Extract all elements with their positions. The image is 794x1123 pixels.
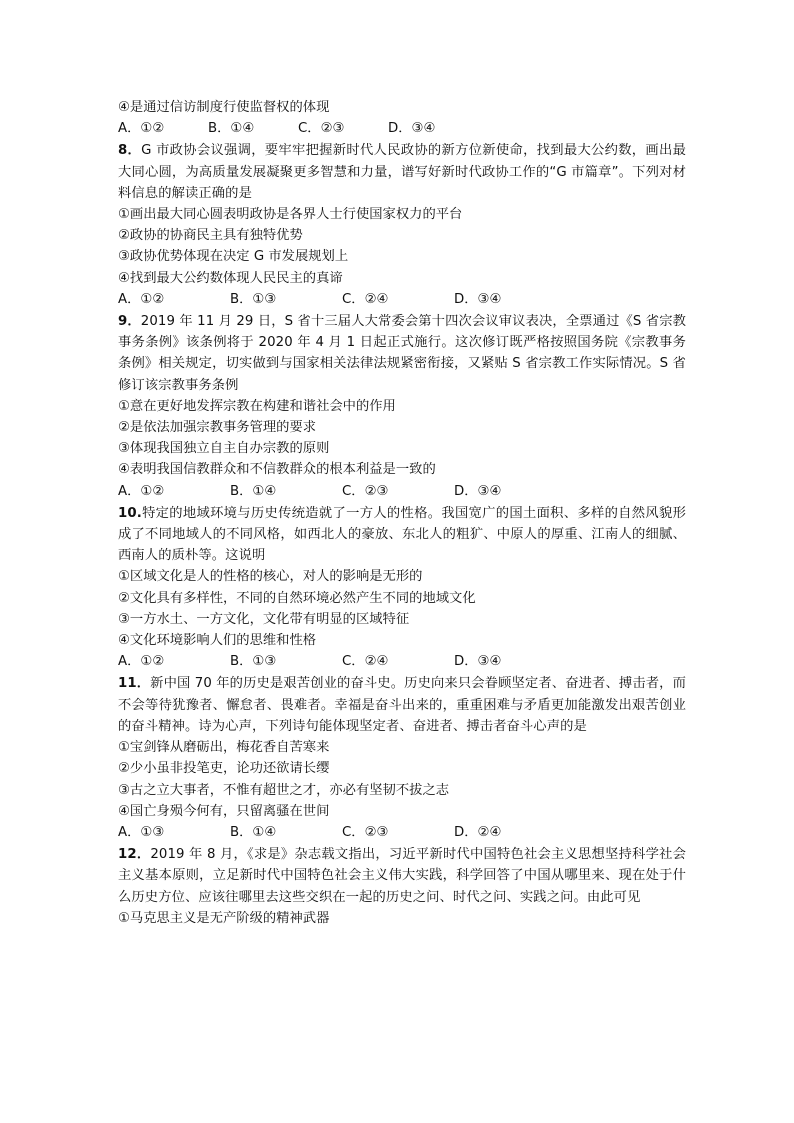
option-c: C．②④ [342,654,389,670]
choice-item: ①画出最大同心圆表明政协是各界人士行使国家权力的平台 [118,207,463,223]
option-a: A．①③ [118,824,165,840]
question-text: 2019 年 8 月，《求是》杂志载文指出，习近平新时代中国特色社会主义思想坚持科学社会主义基本原则，立足新时代中国特色社会主义伟大实践，科学回答了中国从哪里来、现在处于什么历史方位、应该往哪里去这些交织在一起的历史之问、时代之问、实践之问。由此可见 [118,847,686,905]
choice-item: ③一方水土、一方文化，文化带有明显的区域特征 [118,611,410,627]
choice-item: ①区域文化是人的性格的核心，对人的影响是无形的 [118,569,423,585]
question-text: 新中国 70 年的历史是艰苦创业的奋斗史。历史向来只会眷顾坚定者、奋进者、搏击者，而不会等待犹豫者、懈怠者、畏难者。幸福是奋斗出来的，重重困难与矛盾更加能激发出艰苦创业的奋斗精神。诗为心声，下列诗句能体现坚定者、奋进者、搏击者奋斗心声的是 [118,676,686,734]
question-stem [118,140,686,204]
question-8 [118,140,686,310]
choice-item: ③古之立大事者，不惟有超世之才，亦必有坚韧不拔之志 [118,782,450,798]
question-stem [118,673,686,737]
choice-item: ③政协优势体现在决定 G 市发展规划上 [118,249,349,265]
question-stem [118,844,686,908]
option-a: A．①② [118,483,165,499]
option-b: B．①③ [230,291,277,307]
option-a: A．①② [118,654,165,670]
lead-section [118,97,686,139]
question-number: 10. [118,505,142,521]
answer-options [118,651,686,672]
question-stem [118,311,686,396]
option-c: C．②④ [342,291,389,307]
option-d: D．②④ [454,824,502,840]
question-12 [118,844,686,929]
choice-item: ④表明我国信教群众和不信教群众的根本利益是一致的 [118,462,436,478]
choice-item: ④找到最大公约数体现人民民主的真谛 [118,270,343,286]
option-b: B．①④ [208,121,255,137]
question-number: 9． [118,314,141,330]
question-11 [118,673,686,843]
option-b: B．①④ [230,483,277,499]
question-number: 8． [118,143,142,159]
question-10 [118,503,686,673]
option-d: D．③④ [454,291,502,307]
choice-item: ①意在更好地发挥宗教在构建和谐社会中的作用 [118,398,396,414]
question-text: 2019 年 11 月 29 日，S 省十三届人大常委会第十四次会议审议表决，全票通过《S 省宗教事务条例》该条例将于 2020 年 4 月 1 日起正式施行。这次修订既严格按照国务院《宗教事务条例》相关规定，切实做到与国家相关法律法规紧密衔接，又紧贴 S 省宗教工作实际情况。S 省修订该宗教事务条例 [118,314,687,393]
answer-options [118,822,686,843]
choice-item: ④国亡身殒今何有，只留离骚在世间 [118,803,330,819]
option-a: A．①② [118,121,165,137]
choice-item: ②文化具有多样性，不同的自然环境必然产生不同的地域文化 [118,590,476,606]
question-9 [118,311,686,502]
question-number: 11． [118,676,151,692]
option-a: A．①② [118,291,165,307]
answer-options [118,481,686,502]
choice-item: ②政协的协商民主具有独特优势 [118,228,303,244]
choice-item: ④文化环境影响人们的思维和性格 [118,633,317,649]
option-d: D．③④ [454,654,502,670]
option-b: B．①④ [230,824,277,840]
question-number: 12． [118,847,151,863]
lead-options [118,118,686,139]
question-stem [118,503,686,567]
option-d: D．③④ [454,483,502,499]
answer-options [118,289,686,310]
choice-item: ①宝剑锋从磨砺出，梅花香自苦寒来 [118,740,330,756]
question-text: 特定的地域环境与历史传统造就了一方人的性格。我国宽广的国土面积、多样的自然风貌形成了不同地域人的不同风格，如西北人的豪放、东北人的粗犷、中原人的厚重、江南人的细腻、西南人的质朴等。这说明 [118,505,686,564]
choice-item: ②是依法加强宗教事务管理的要求 [118,420,317,436]
option-c: C．②③ [342,483,389,499]
question-text: G 市政协会议强调，要牢牢把握新时代人民政协的新方位新使命，找到最大公约数，画出最大同心圆，为高质量发展凝聚更多智慧和力量，谱写好新时代政协工作的“G 市篇章”。下列对材料信息的解读正确的是 [118,143,686,201]
option-c: C．②③ [342,824,389,840]
exam-page [118,97,686,929]
lead-item: ④是通过信访制度行使监督权的体现 [118,100,330,115]
choice-item: ③体现我国独立自主自办宗教的原则 [118,441,330,457]
option-b: B．①③ [230,654,277,670]
choice-item: ②少小虽非投笔吏，论功还欲请长缨 [118,761,330,777]
option-c: C．②③ [298,121,345,137]
option-d: D．③④ [388,121,436,137]
choice-item: ①马克思主义是无产阶级的精神武器 [118,910,330,926]
